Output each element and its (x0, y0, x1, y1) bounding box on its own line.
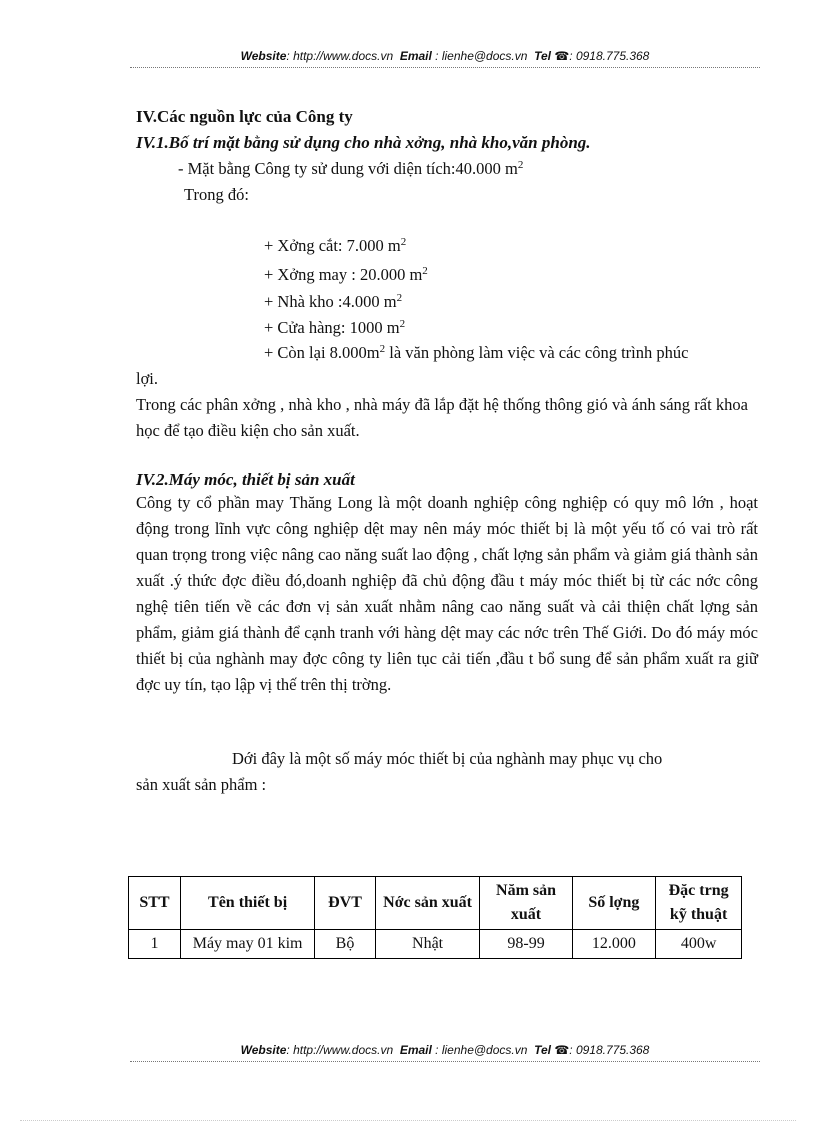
footer-divider (130, 1061, 760, 1062)
header-tel-label: Tel (534, 49, 551, 63)
list-item-sup: 2 (396, 292, 403, 304)
footer-website-label: Website (240, 1043, 287, 1057)
header-divider (130, 67, 760, 68)
list-item-remaining-cont: lợi. (136, 369, 159, 388)
col-header-unit: ĐVT (315, 877, 375, 930)
list-item-shop (264, 318, 405, 338)
intro-line-1: Dới đây là một số máy móc thiết bị của nghành may phục vụ cho (232, 749, 663, 768)
footer-email-label: Email (399, 1043, 432, 1057)
paragraph-machines: Công ty cổ phần may Thăng Long là một doanh nghiệp công nghiệp có quy mô lớn , hoạt động trong lĩnh vực công nghiệp dệt may nên máy móc thiết bị là một yếu tố có vai trò rất quan trọng trong việc nâng cao năng suất lao động , chất lợng sản phẩm và giảm giá thành sản xuất .ý thức đợc điều đó,doanh nghiệp đã chủ động đầu t máy móc thiết bị từ các nớc công nghệ tiên tiến về các đơn vị sản xuất nhằm nâng cao năng suất và cải thiện chất lợng sản phẩm, giảm giá thành để cạnh tranh với hàng dệt may các nớc trên Thế Giới. Do đó máy móc thiết bị của nghành may đợc công ty liên tục cải tiến ,đầu t bổ sung để sản phẩm xuất ra giữ đợc uy tín, tạo lập vị thế trên thị trờng. (136, 493, 758, 694)
header-website-value: : http://www.docs.vn (286, 49, 394, 63)
header-tel-value: : 0918.775.368 (569, 49, 650, 63)
intro-line-2: sản xuất sản phẩm : (136, 775, 267, 794)
col-header-spec: Đặc trng kỹ thuật (656, 877, 742, 930)
list-item-sewing (264, 265, 428, 285)
header-email-label: Email (399, 49, 432, 63)
table-row (129, 930, 742, 959)
list-item-remaining (264, 343, 688, 363)
paragraph-ventilation: Trong các phân xởng , nhà kho , nhà máy đã lắp đặt hệ thống thông gió và ánh sáng rất khoa học để tạo điều kiện cho sản xuất. (136, 395, 748, 440)
footer-tel-value: : 0918.775.368 (569, 1043, 650, 1057)
cell-name: Máy may 01 kim (180, 930, 314, 959)
cell-year: 98-99 (480, 930, 572, 959)
page-header (130, 48, 760, 64)
list-item-cutting (264, 236, 406, 256)
footer-website-value: : http://www.docs.vn (286, 1043, 394, 1057)
cell-quantity: 12.000 (572, 930, 656, 959)
list-item-sup: 2 (399, 318, 406, 330)
section-title: IV.Các nguồn lực của Công ty (136, 107, 353, 126)
area-line-sup: 2 (517, 159, 524, 171)
list-item-text: + Còn lại 8.000m (264, 343, 380, 362)
list-item-sup: 2 (400, 236, 407, 248)
list-item-text: + Xởng cắt: 7.000 m (264, 236, 401, 255)
area-line-text: - Mặt bằng Công ty sử dung với diện tích:40.000 m (178, 159, 518, 178)
equipment-table (128, 876, 742, 959)
col-header-origin: Nớc sản xuất (375, 877, 480, 930)
cell-origin: Nhật (375, 930, 480, 959)
cell-stt: 1 (129, 930, 181, 959)
page-bottom-border (20, 1120, 796, 1121)
cell-unit: Bộ (315, 930, 375, 959)
footer-tel-label: Tel (534, 1043, 551, 1057)
header-email-value: : lienhe@docs.vn (435, 49, 528, 63)
col-header-year: Năm sản xuất (480, 877, 572, 930)
cell-spec: 400w (656, 930, 742, 959)
list-item-text: + Nhà kho :4.000 m (264, 292, 397, 311)
phone-icon: ☎ (554, 1043, 570, 1057)
page-footer (130, 1042, 760, 1058)
list-item-sup: 2 (422, 265, 428, 277)
table-header-row (129, 877, 742, 930)
subsection-2-title: IV.2.Máy móc, thiết bị sản xuất (136, 470, 355, 489)
phone-icon: ☎ (554, 49, 570, 63)
col-header-stt: STT (129, 877, 181, 930)
subsection-1-title: IV.1.Bố trí mặt bằng sử dụng cho nhà xởng, nhà kho,văn phòng. (136, 133, 591, 152)
col-header-quantity: Số lợng (572, 877, 656, 930)
list-item-text: + Xởng may : 20.000 m (264, 265, 423, 284)
list-item-sup: 2 (379, 343, 386, 355)
list-item-text-cont: là văn phòng làm việc và các công trình phúc (385, 343, 689, 362)
col-header-name: Tên thiết bị (180, 877, 314, 930)
in-which-label: Trong đó: (184, 185, 249, 204)
list-item-warehouse (264, 292, 402, 312)
header-website-label: Website (240, 49, 287, 63)
list-item-text: + Cửa hàng: 1000 m (264, 318, 400, 337)
area-line (178, 159, 523, 179)
footer-email-value: : lienhe@docs.vn (435, 1043, 528, 1057)
